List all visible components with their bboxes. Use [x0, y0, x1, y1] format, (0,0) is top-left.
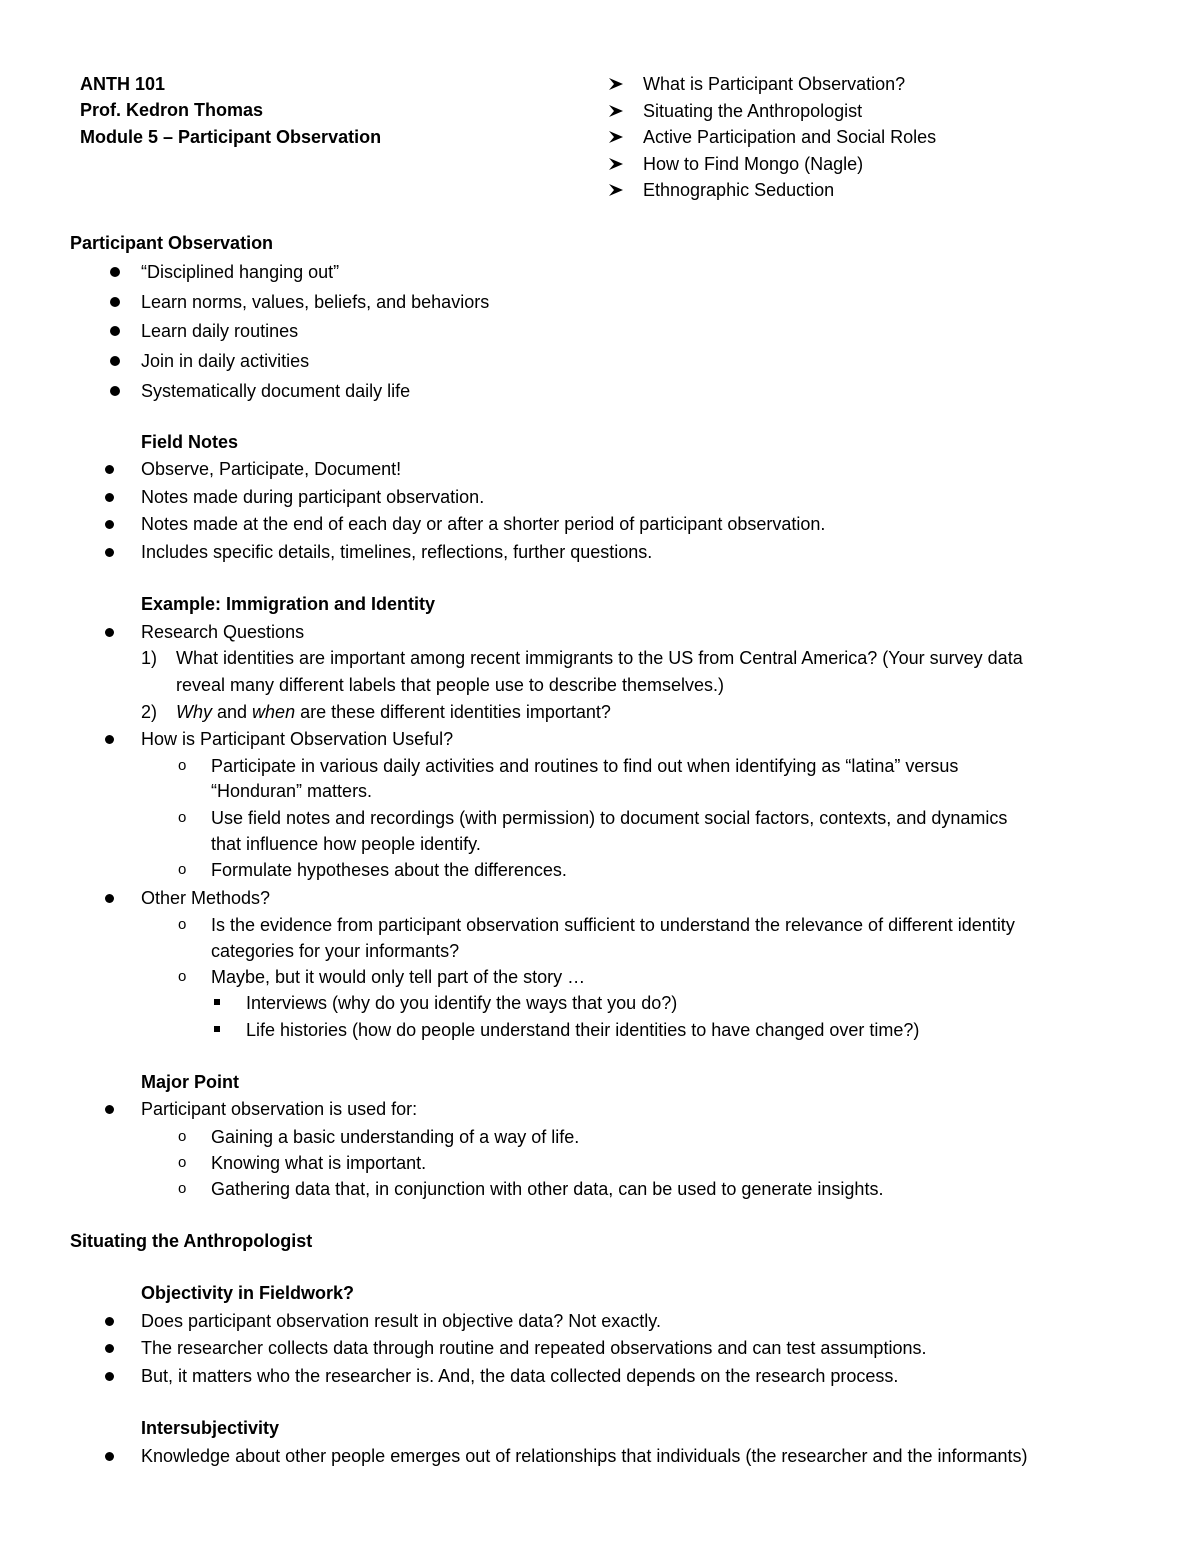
outline-item: Situating the Anthropologist	[643, 101, 863, 121]
list-item	[176, 699, 611, 725]
list-item: What identities are important among recent immigrants to the US from Central America? (Your survey data	[176, 648, 1023, 668]
list-item: Notes made during participant observation.	[141, 487, 485, 507]
bullet-icon	[110, 356, 120, 366]
subsection-heading: Objectivity in Fieldwork?	[141, 1283, 355, 1303]
bullet-icon	[105, 1105, 114, 1114]
circle-bullet-icon: o	[178, 809, 187, 826]
bullet-icon	[105, 1317, 114, 1326]
list-item-continuation: that influence how people identify.	[211, 834, 481, 854]
outline-item: What is Participant Observation?	[643, 74, 906, 94]
list-item: Does participant observation result in objective data? Not exactly.	[141, 1311, 661, 1331]
outline-item: How to Find Mongo (Nagle)	[643, 154, 864, 174]
bullet-icon	[110, 386, 120, 396]
course-code: ANTH 101	[80, 74, 166, 94]
section-heading: Situating the Anthropologist	[70, 1231, 313, 1251]
list-item: Join in daily activities	[141, 351, 310, 371]
arrow-bullet-icon	[608, 104, 624, 118]
list-item: Participant observation is used for:	[141, 1099, 418, 1119]
list-item: Systematically document daily life	[141, 381, 411, 401]
bullet-icon	[105, 1372, 114, 1381]
outline-item: Active Participation and Social Roles	[643, 127, 937, 147]
subsection-heading: Field Notes	[141, 432, 239, 452]
list-item: Life histories (how do people understand their identities to have changed over time?)	[246, 1020, 920, 1040]
list-item-continuation: categories for your informants?	[211, 941, 460, 961]
list-item: Includes specific details, timelines, reflections, further questions.	[141, 542, 653, 562]
bullet-icon	[105, 520, 114, 529]
list-item: Learn daily routines	[141, 321, 299, 341]
list-item: Other Methods?	[141, 888, 271, 908]
list-item: Observe, Participate, Document!	[141, 459, 402, 479]
section-heading: Participant Observation	[70, 233, 274, 253]
bullet-icon	[105, 465, 114, 474]
list-item: Knowledge about other people emerges out of relationships that individuals (the researcher and the informants)	[141, 1446, 1028, 1466]
bullet-icon	[105, 548, 114, 557]
list-item: Is the evidence from participant observation sufficient to understand the relevance of different identity	[211, 915, 1015, 935]
subsection-heading: Major Point	[141, 1072, 239, 1092]
list-item: How is Participant Observation Useful?	[141, 729, 454, 749]
list-number: 2)	[141, 702, 158, 722]
bullet-icon	[105, 1452, 114, 1461]
list-item: Knowing what is important.	[211, 1153, 427, 1173]
list-number: 1)	[141, 648, 158, 668]
bullet-icon	[110, 297, 120, 307]
list-item: “Disciplined hanging out”	[141, 262, 340, 282]
list-item: Maybe, but it would only tell part of the story …	[211, 967, 586, 987]
list-item-continuation: reveal many different labels that people use to describe themselves.)	[176, 675, 724, 695]
bullet-icon	[105, 894, 114, 903]
module-title: Module 5 – Participant Observation	[80, 127, 382, 147]
emphasis-text: when	[252, 702, 296, 722]
arrow-bullet-icon	[608, 77, 624, 91]
circle-bullet-icon: o	[178, 1128, 187, 1145]
list-item: Notes made at the end of each day or after a shorter period of participant observation.	[141, 514, 826, 534]
list-item: But, it matters who the researcher is. And, the data collected depends on the research process.	[141, 1366, 899, 1386]
list-item: Interviews (why do you identify the ways that you do?)	[246, 993, 678, 1013]
bullet-icon	[105, 493, 114, 502]
list-item: The researcher collects data through routine and repeated observations and can test assumptions.	[141, 1338, 927, 1358]
list-item-continuation: “Honduran” matters.	[211, 781, 373, 801]
outline-item: Ethnographic Seduction	[643, 180, 835, 200]
subsection-heading: Example: Immigration and Identity	[141, 594, 436, 614]
subsection-heading: Intersubjectivity	[141, 1418, 280, 1438]
list-item: Participate in various daily activities and routines to find out when identifying as “latina” versus	[211, 756, 959, 776]
list-item: Gathering data that, in conjunction with other data, can be used to generate insights.	[211, 1179, 884, 1199]
bullet-icon	[110, 326, 120, 336]
bullet-icon	[105, 1344, 114, 1353]
circle-bullet-icon: o	[178, 1180, 187, 1197]
arrow-bullet-icon	[608, 130, 624, 144]
bullet-icon	[110, 267, 120, 277]
arrow-bullet-icon	[608, 183, 624, 197]
professor-name: Prof. Kedron Thomas	[80, 100, 264, 120]
square-bullet-icon	[214, 999, 220, 1005]
list-item: Learn norms, values, beliefs, and behaviors	[141, 292, 490, 312]
circle-bullet-icon: o	[178, 968, 187, 985]
text-run: are these different identities important?	[295, 702, 611, 722]
list-item: Use field notes and recordings (with permission) to document social factors, contexts, and dynamics	[211, 808, 1008, 828]
emphasis-text: Why	[176, 702, 212, 722]
list-item: Research Questions	[141, 622, 305, 642]
circle-bullet-icon: o	[178, 861, 187, 878]
circle-bullet-icon: o	[178, 916, 187, 933]
list-item: Formulate hypotheses about the differences.	[211, 860, 567, 880]
list-item: Gaining a basic understanding of a way of life.	[211, 1127, 580, 1147]
circle-bullet-icon: o	[178, 757, 187, 774]
bullet-icon	[105, 628, 114, 637]
square-bullet-icon	[214, 1026, 220, 1032]
text-run: and	[212, 702, 253, 722]
circle-bullet-icon: o	[178, 1154, 187, 1171]
bullet-icon	[105, 735, 114, 744]
arrow-bullet-icon	[608, 157, 624, 171]
